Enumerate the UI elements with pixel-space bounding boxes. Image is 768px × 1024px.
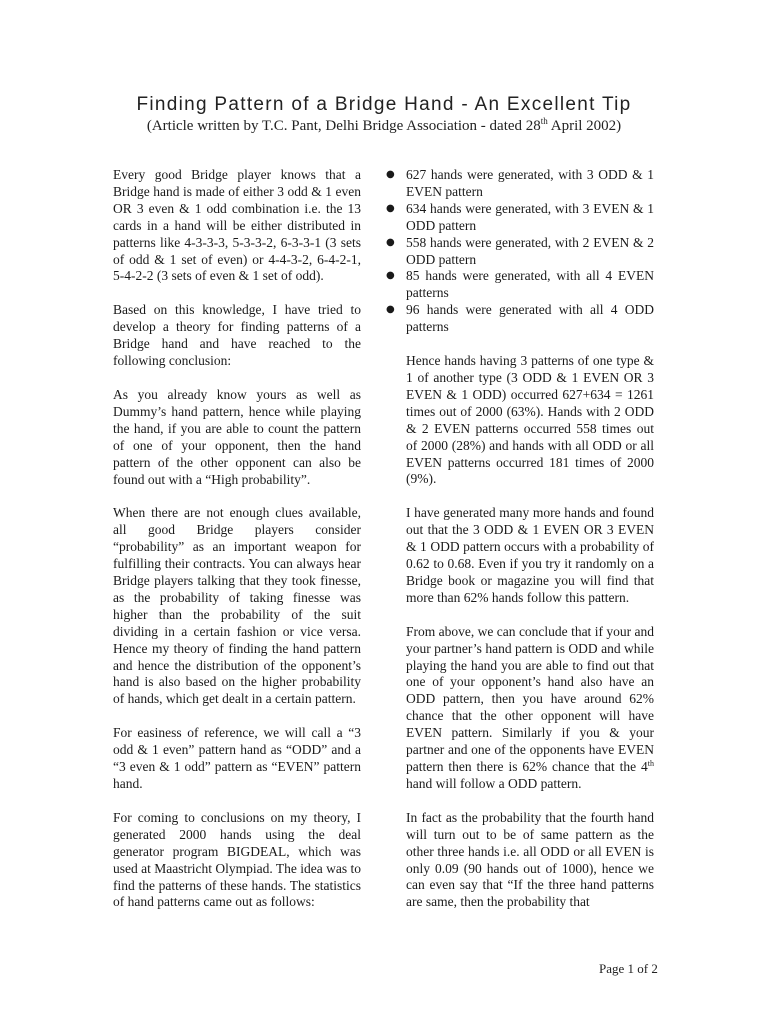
list-item-text: 634 hands were generated, with 3 EVEN & 1 ODD pattern xyxy=(406,200,654,233)
paragraph-bigdeal: For coming to conclusions on my theory, I generated 2000 hands using the deal generator program BIGDEAL, which was used at Maastricht Olympiad. The idea was to find the patterns of these hands. The statistics of hand patterns came out as follows: xyxy=(113,809,361,910)
subtitle-suffix: April 2002) xyxy=(547,118,622,134)
paragraph-results: Hence hands having 3 patterns of one type & 1 of another type (3 ODD & 1 EVEN OR 3 EVEN & 1 ODD) occurred 627+634 = 1261 times out of 2000 (63%). Hands with 2 ODD & 2 EVEN patterns occurred 558 times out of 2000 (28%) and hands with all ODD or all EVEN patterns occurred 181 times of 2000 (9%). xyxy=(406,353,654,487)
page-number: Page 1 of 2 xyxy=(599,961,658,976)
paragraph-reference: For easiness of reference, we will call a “3 odd & 1 even” pattern hand as “ODD” and a “3 even & 1 odd” pattern as “EVEN” pattern hand. xyxy=(113,725,361,791)
left-column xyxy=(113,167,361,928)
right-column xyxy=(386,167,654,928)
bullet-icon: ● xyxy=(386,270,395,282)
list-item xyxy=(386,167,654,201)
statistics-list xyxy=(386,167,654,336)
bullet-icon: ● xyxy=(386,304,395,316)
bullet-icon: ● xyxy=(386,236,395,248)
list-item xyxy=(386,302,654,336)
paragraph-more-hands: I have generated many more hands and found out that the 3 ODD & 1 EVEN OR 3 EVEN & 1 ODD pattern occurs with a probability of 0.62 to 0.68. Even if you try it randomly on a Bridge book or magazine you will find that more than 62% hands follow this pattern. xyxy=(406,505,654,605)
paragraph-fourth-hand: In fact as the probability that the fourth hand will turn out to be of same pattern as the other three hands i.e. all ODD or all EVEN is only 0.09 (90 hands out of 1000), hence we can even say that “If the three hand patterns are same, then the probability that xyxy=(406,809,654,910)
bullet-icon: ● xyxy=(386,202,395,214)
conclusion-text-after: hand will follow a ODD pattern. xyxy=(406,775,582,791)
conclusion-superscript: th xyxy=(647,759,654,768)
paragraph-dummy: As you already know yours as well as Dummy’s hand pattern, hence while playing the hand, if you are able to count the pattern of one of your opponent, then the hand pattern of the other opponent can also be found out with a “High probability”. xyxy=(113,386,361,487)
paragraph-intro: Every good Bridge player knows that a Bridge hand is made of either 3 odd & 1 even OR 3 even & 1 odd combination i.e. the 13 cards in a hand will be either distributed in patterns like 4-3-3-3, 5-3-3-2, 6-3-3-1 (3 sets of odd & 1 set of even) or 4-4-3-2, 6-4-2-1, 5-4-2-2 (3 sets of even & 1 set of odd). xyxy=(113,167,361,284)
conclusion-text-before: From above, we can conclude that if your and your partner’s hand pattern is ODD and while playing the hand you are able to find out that one of your opponent’s hand also have an ODD pattern, then you have around 62% chance that the other opponent will have EVEN pattern. Similarly if you & your partner and one of the opponents have EVEN pattern then there is 62% chance that the 4 xyxy=(406,623,654,774)
list-item xyxy=(386,200,654,235)
list-item xyxy=(386,234,654,269)
list-item-text: 627 hands were generated, with 3 ODD & 1 EVEN pattern xyxy=(406,167,654,199)
list-item xyxy=(386,268,654,302)
paragraph-probability: When there are not enough clues available, all good Bridge players consider “probability” as an important weapon for fulfilling their contracts. You can always hear Bridge players talking that they took finesse, as the probability of taking finesse was higher than the probability of the suit dividing in a certain fashion or vice versa. Hence my theory of finding the hand pattern and hence the distribution of the opponent’s hand is also based on the higher probability of hands, which get dealt in a certain pattern. xyxy=(113,505,361,707)
list-item-text: 85 hands were generated, with all 4 EVEN patterns xyxy=(406,268,654,301)
list-item-text: 96 hands were generated with all 4 ODD patterns xyxy=(406,302,654,335)
document-subtitle xyxy=(0,118,768,135)
subtitle-prefix: (Article written by T.C. Pant, Delhi Bridge Association - dated 28 xyxy=(146,118,541,134)
paragraph-conclusion xyxy=(406,624,654,793)
subtitle-superscript: th xyxy=(540,116,548,126)
paragraph-theory: Based on this knowledge, I have tried to develop a theory for finding patterns of a Bridge hand and have reached to the following conclusion: xyxy=(113,302,361,369)
list-item-text: 558 hands were generated, with 2 EVEN & 2 ODD pattern xyxy=(406,234,654,267)
document-title: Finding Pattern of a Bridge Hand - An Excellent Tip xyxy=(136,94,632,115)
bullet-icon: ● xyxy=(386,169,395,180)
